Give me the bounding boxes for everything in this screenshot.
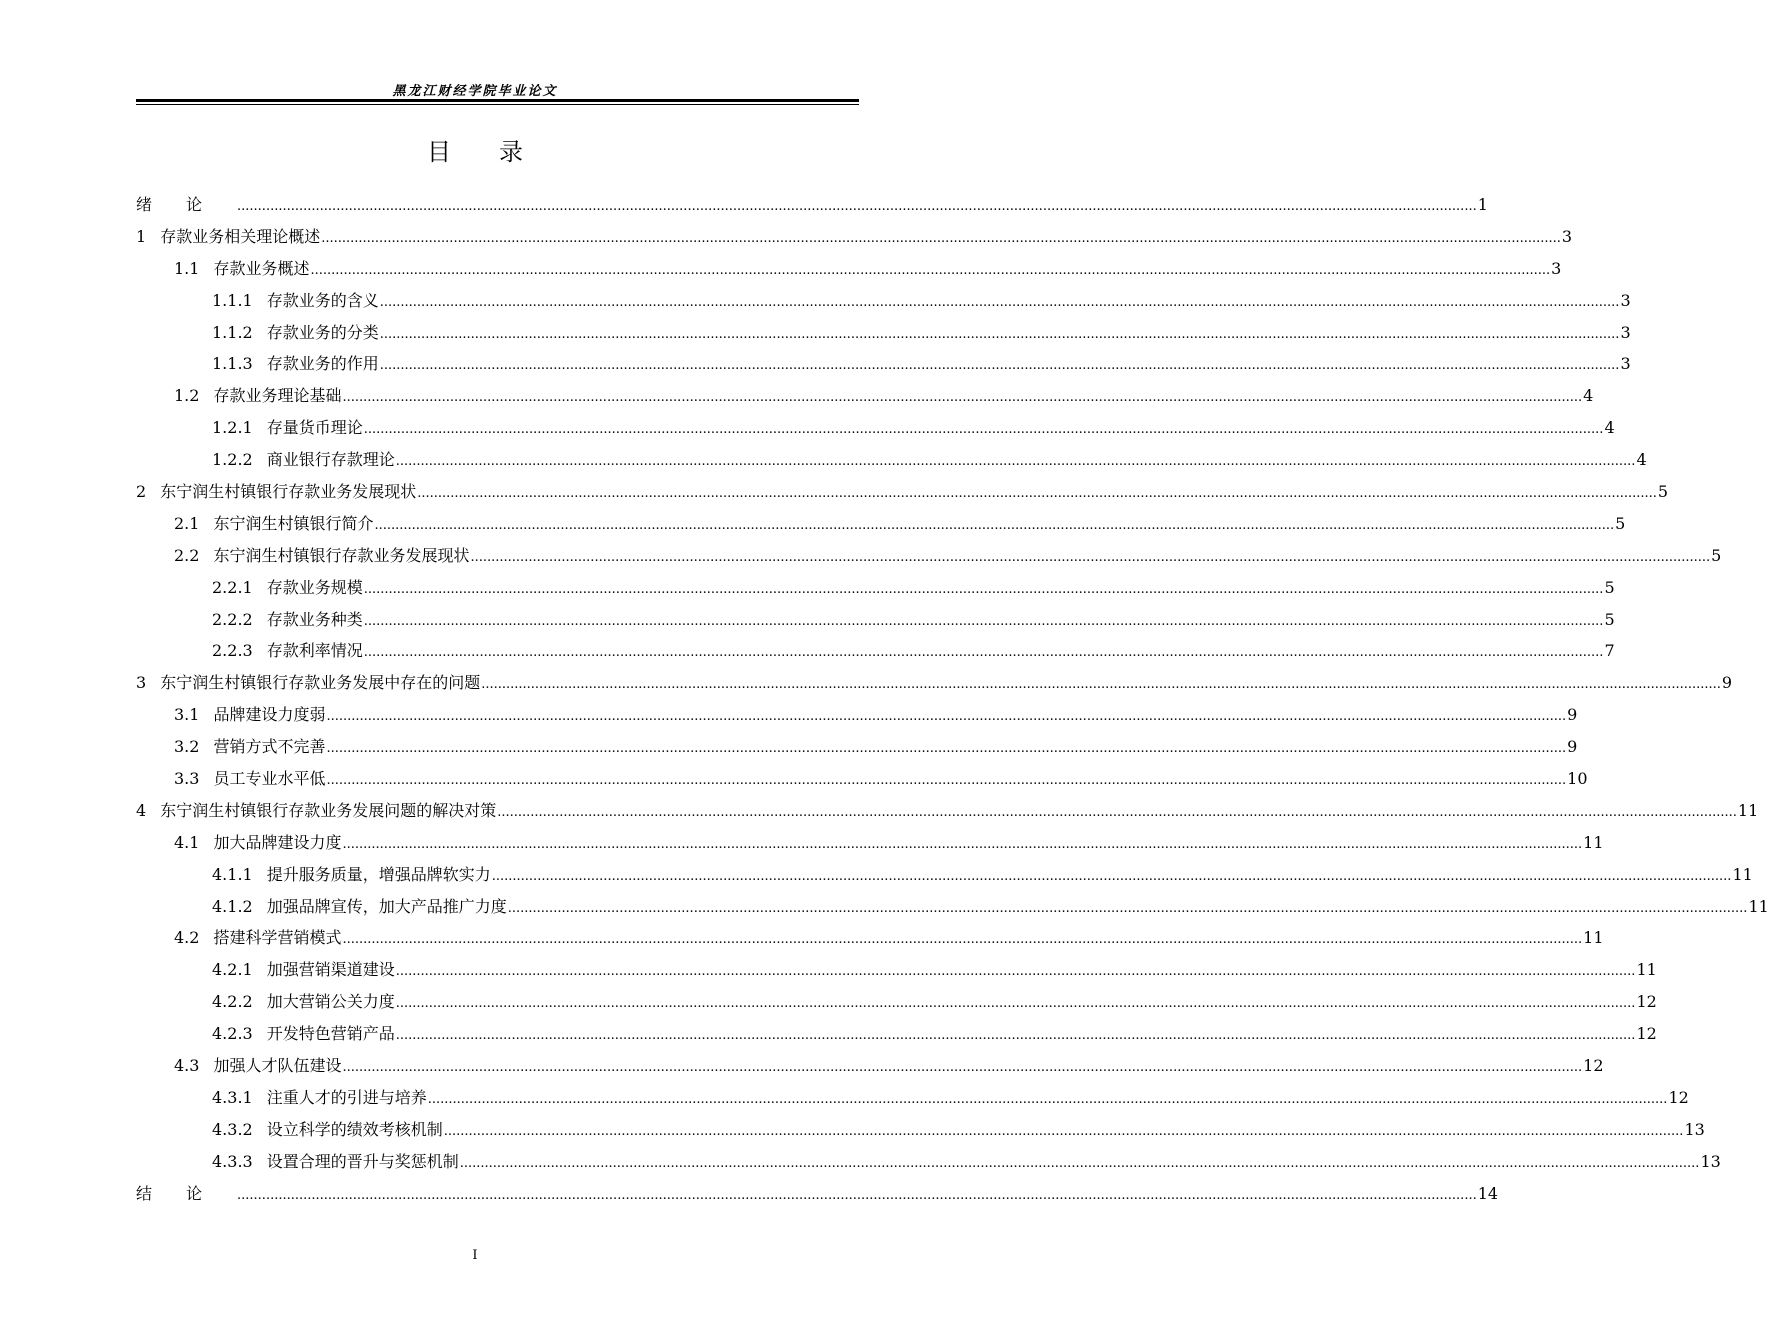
toc-entry-page: 11 xyxy=(1748,896,1769,916)
table-of-contents xyxy=(136,192,1769,1213)
toc-dot-leader: ............................................................................................................................................................................................................................................................................................................ xyxy=(507,900,1748,916)
toc-entry-title: 加强品牌宣传，加大产品推广力度 xyxy=(266,896,507,916)
toc-dot-leader: ............................................................................................................................................................................................................................................................................................................ xyxy=(379,358,1620,374)
toc-entry-title: 开发特色营销产品 xyxy=(266,1024,395,1044)
toc-dot-leader: ............................................................................................................................................................................................................................................................................................................ xyxy=(379,294,1620,310)
toc-heading-part1: 目 xyxy=(427,138,451,166)
toc-entry-page: 11 xyxy=(1636,960,1657,980)
toc-entry xyxy=(136,925,1604,957)
toc-entry xyxy=(136,575,1615,607)
toc-heading-part2: 录 xyxy=(499,138,523,166)
toc-entry xyxy=(136,607,1615,639)
toc-entry-page: 4 xyxy=(1604,418,1615,438)
toc-entry-title: 结论 xyxy=(136,1183,237,1203)
toc-entry-page: 1 xyxy=(1477,195,1488,214)
toc-entry xyxy=(136,1181,1499,1213)
toc-entry-number: 4.3.2 xyxy=(212,1119,253,1139)
toc-dot-leader: ............................................................................................................................................................................................................................................................................................................ xyxy=(363,613,1604,629)
toc-entry xyxy=(136,862,1753,894)
toc-entry-number: 3.1 xyxy=(174,705,200,725)
toc-entry xyxy=(136,447,1647,479)
toc-entry-title: 东宁润生村镇银行存款业务发展现状 xyxy=(213,545,470,565)
toc-entry-number: 3 xyxy=(136,673,147,693)
toc-entry-page: 9 xyxy=(1567,705,1578,725)
header-rule-thin xyxy=(136,104,859,105)
toc-dot-leader: ............................................................................................................................................................................................................................................................................................................ xyxy=(342,836,1583,852)
toc-entry-number: 4.3.3 xyxy=(212,1151,253,1171)
toc-dot-leader: ............................................................................................................................................................................................................................................................................................................ xyxy=(459,1155,1700,1171)
toc-entry-page: 3 xyxy=(1620,290,1631,310)
toc-entry-page: 11 xyxy=(1737,800,1759,820)
toc-dot-leader: ............................................................................................................................................................................................................................................................................................................ xyxy=(417,486,1657,502)
toc-entry-number: 1.2.1 xyxy=(212,418,253,438)
toc-dot-leader: ............................................................................................................................................................................................................................................................................................................ xyxy=(443,1123,1684,1139)
toc-entry-page: 11 xyxy=(1583,928,1604,948)
toc-entry-title: 提升服务质量，增强品牌软实力 xyxy=(266,864,491,884)
toc-dot-leader: ............................................................................................................................................................................................................................................................................................................ xyxy=(326,741,1567,757)
toc-entry-title: 员工专业水平低 xyxy=(213,769,326,789)
toc-entry-page: 4 xyxy=(1583,386,1594,406)
toc-entry xyxy=(136,511,1626,543)
toc-entry xyxy=(136,479,1669,511)
toc-entry-number: 1.1 xyxy=(174,258,200,278)
toc-entry-page: 5 xyxy=(1711,545,1722,565)
toc-entry-number: 4 xyxy=(136,800,147,820)
toc-entry-title: 东宁润生村镇银行存款业务发展问题的解决对策 xyxy=(160,800,497,820)
toc-dot-leader: ............................................................................................................................................................................................................................................................................................................ xyxy=(342,1060,1583,1076)
toc-entry-page: 3 xyxy=(1620,354,1631,374)
toc-entry xyxy=(136,734,1578,766)
toc-entry-title: 设立科学的绩效考核机制 xyxy=(266,1119,443,1139)
toc-entry-page: 3 xyxy=(1620,322,1631,342)
toc-entry xyxy=(136,702,1578,734)
toc-entry-number: 3.3 xyxy=(174,769,200,789)
toc-entry-page: 12 xyxy=(1636,1024,1657,1044)
toc-entry xyxy=(136,894,1769,926)
toc-entry-number: 3.2 xyxy=(174,737,200,757)
toc-entry-title: 存量货币理论 xyxy=(266,418,363,438)
toc-entry xyxy=(136,1117,1705,1149)
toc-dot-leader: ............................................................................................................................................................................................................................................................................................................ xyxy=(342,390,1583,406)
toc-entry-number: 4.3 xyxy=(174,1056,200,1076)
toc-entry-number: 1.2.2 xyxy=(212,450,253,470)
toc-entry-title: 品牌建设力度弱 xyxy=(213,705,326,725)
toc-entry-title: 加大营销公关力度 xyxy=(266,992,395,1012)
toc-heading xyxy=(0,132,950,167)
toc-entry xyxy=(136,351,1631,383)
toc-entry-number: 2.2.2 xyxy=(212,609,253,629)
toc-entry-page: 11 xyxy=(1732,864,1753,884)
toc-entry xyxy=(136,320,1631,352)
toc-entry-page: 5 xyxy=(1604,577,1615,597)
toc-entry-number: 4.3.1 xyxy=(212,1087,253,1107)
toc-entry-page: 3 xyxy=(1551,258,1562,278)
toc-entry-page: 13 xyxy=(1700,1151,1721,1171)
toc-entry-number: 4.2.1 xyxy=(212,960,253,980)
toc-entry-number: 4.2.3 xyxy=(212,1024,253,1044)
toc-dot-leader: ............................................................................................................................................................................................................................................................................................................ xyxy=(427,1091,1668,1107)
toc-entry-page: 13 xyxy=(1684,1119,1705,1139)
toc-entry-number: 4.1.1 xyxy=(212,864,253,884)
toc-entry-title: 存款业务的作用 xyxy=(266,354,379,374)
toc-entry xyxy=(136,830,1604,862)
toc-entry xyxy=(136,415,1615,447)
running-header-title: 黑龙江财经学院毕业论文 xyxy=(392,84,558,99)
toc-entry-title: 东宁润生村镇银行存款业务发展现状 xyxy=(160,482,417,502)
toc-entry xyxy=(136,766,1588,798)
toc-entry-title: 设置合理的晋升与奖惩机制 xyxy=(266,1151,459,1171)
toc-dot-leader: ............................................................................................................................................................................................................................................................................................................ xyxy=(395,454,1636,470)
toc-entry xyxy=(136,989,1657,1021)
toc-entry xyxy=(136,670,1733,702)
toc-dot-leader: ............................................................................................................................................................................................................................................................................................................ xyxy=(379,326,1620,342)
toc-entry-number: 4.2.2 xyxy=(212,992,253,1012)
toc-entry xyxy=(136,1053,1604,1085)
toc-dot-leader: ............................................................................................................................................................................................................................................................................................................ xyxy=(363,422,1604,438)
toc-entry xyxy=(136,1149,1721,1181)
toc-entry-page: 12 xyxy=(1668,1087,1689,1107)
toc-entry-title: 存款利率情况 xyxy=(266,641,363,661)
toc-dot-leader: ............................................................................................................................................................................................................................................................................................................ xyxy=(395,964,1636,980)
toc-entry-title: 东宁润生村镇银行存款业务发展中存在的问题 xyxy=(160,673,481,693)
toc-entry-number: 1.1.2 xyxy=(212,322,253,342)
toc-entry xyxy=(136,638,1615,670)
toc-entry-title: 注重人才的引进与培养 xyxy=(266,1087,427,1107)
footer-page-number: I xyxy=(472,1248,478,1263)
toc-dot-leader: ............................................................................................................................................................................................................................................................................................................ xyxy=(481,677,1721,693)
toc-entry-page: 10 xyxy=(1567,769,1588,789)
toc-entry-page: 4 xyxy=(1636,450,1647,470)
toc-entry-page: 7 xyxy=(1604,641,1615,661)
toc-dot-leader: ............................................................................................................................................................................................................................................................................................................ xyxy=(326,773,1567,789)
toc-entry-number: 2 xyxy=(136,482,147,502)
toc-entry-number: 2.2.1 xyxy=(212,577,253,597)
toc-entry-number: 2.2 xyxy=(174,545,200,565)
toc-entry-page: 9 xyxy=(1567,737,1578,757)
toc-entry-title: 商业银行存款理论 xyxy=(266,450,395,470)
toc-entry-title: 存款业务概述 xyxy=(213,258,310,278)
toc-entry-title: 加强营销渠道建设 xyxy=(266,960,395,980)
toc-entry-number: 4.1.2 xyxy=(212,896,253,916)
toc-dot-leader: ............................................................................................................................................................................................................................................................................................................ xyxy=(374,517,1615,533)
toc-entry xyxy=(136,192,1488,224)
toc-entry xyxy=(136,256,1562,288)
toc-entry-page: 3 xyxy=(1561,226,1573,246)
toc-entry-number: 2.1 xyxy=(174,513,200,533)
toc-entry-number: 4.1 xyxy=(174,832,200,852)
toc-entry-page: 11 xyxy=(1583,832,1604,852)
toc-dot-leader: ............................................................................................................................................................................................................................................................................................................ xyxy=(395,996,1636,1012)
toc-entry-page: 9 xyxy=(1721,673,1733,693)
toc-entry xyxy=(136,224,1573,256)
toc-entry-title: 东宁润生村镇银行简介 xyxy=(213,513,374,533)
toc-entry-page: 5 xyxy=(1604,609,1615,629)
toc-entry-page: 14 xyxy=(1477,1183,1499,1203)
toc-entry-title: 加大品牌建设力度 xyxy=(213,832,342,852)
toc-dot-leader: ............................................................................................................................................................................................................................................................................................................ xyxy=(491,868,1732,884)
toc-dot-leader: ............................................................................................................................................................................................................................................................................................................ xyxy=(321,230,1561,246)
toc-dot-leader: ............................................................................................................................................................................................................................................................................................................ xyxy=(395,1028,1636,1044)
toc-dot-leader: ............................................................................................................................................................................................................................................................................................................ xyxy=(310,262,1551,278)
toc-entry-page: 5 xyxy=(1615,513,1626,533)
toc-entry-title: 存款业务的分类 xyxy=(266,322,379,342)
toc-entry xyxy=(136,1021,1657,1053)
toc-entry-title: 营销方式不完善 xyxy=(213,737,326,757)
toc-entry xyxy=(136,383,1594,415)
toc-entry-number: 1.1.1 xyxy=(212,290,253,310)
toc-entry-title: 存款业务理论基础 xyxy=(213,386,342,406)
toc-entry-number: 4.2 xyxy=(174,928,200,948)
toc-entry-title: 加强人才队伍建设 xyxy=(213,1056,342,1076)
toc-entry xyxy=(136,957,1657,989)
toc-entry-title: 存款业务规模 xyxy=(266,577,363,597)
toc-dot-leader: ............................................................................................................................................................................................................................................................................................................ xyxy=(237,1187,1477,1203)
toc-entry-title: 存款业务的含义 xyxy=(266,290,379,310)
toc-entry-title: 存款业务相关理论概述 xyxy=(160,226,321,246)
toc-entry-title: 搭建科学营销模式 xyxy=(213,928,342,948)
header-rule-thick xyxy=(136,99,859,102)
toc-dot-leader: ............................................................................................................................................................................................................................................................................................................ xyxy=(363,645,1604,661)
toc-entry-title: 绪论 xyxy=(136,195,237,214)
toc-dot-leader: ............................................................................................................................................................................................................................................................................................................ xyxy=(326,709,1567,725)
toc-entry xyxy=(136,543,1722,575)
toc-entry-page: 12 xyxy=(1583,1056,1604,1076)
toc-entry-page: 12 xyxy=(1636,992,1657,1012)
toc-entry xyxy=(136,288,1631,320)
toc-dot-leader: ............................................................................................................................................................................................................................................................................................................ xyxy=(237,199,1477,214)
toc-dot-leader: ............................................................................................................................................................................................................................................................................................................ xyxy=(342,932,1583,948)
toc-dot-leader: ............................................................................................................................................................................................................................................................................................................ xyxy=(497,804,1737,820)
toc-dot-leader: ............................................................................................................................................................................................................................................................................................................ xyxy=(363,581,1604,597)
toc-entry xyxy=(136,1085,1689,1117)
toc-entry-page: 5 xyxy=(1657,482,1669,502)
toc-entry xyxy=(136,798,1759,830)
toc-entry-number: 1 xyxy=(136,226,147,246)
toc-entry-number: 1.2 xyxy=(174,386,200,406)
toc-dot-leader: ............................................................................................................................................................................................................................................................................................................ xyxy=(470,549,1711,565)
toc-entry-title: 存款业务种类 xyxy=(266,609,363,629)
toc-entry-number: 2.2.3 xyxy=(212,641,253,661)
toc-entry-number: 1.1.3 xyxy=(212,354,253,374)
